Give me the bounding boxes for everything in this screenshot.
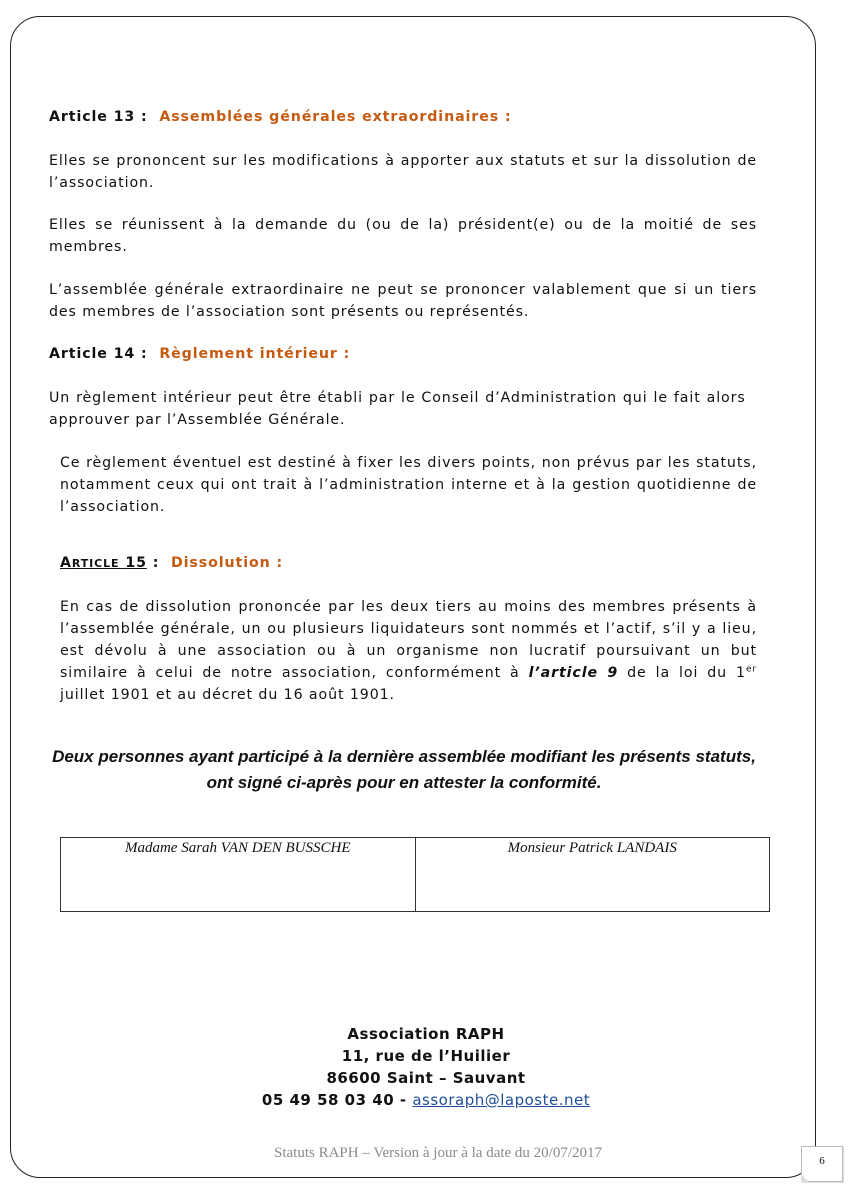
- contact-line: [0, 1089, 852, 1111]
- attestation-statement: Deux personnes ayant participé à la dernière assemblée modifiant les présents statuts, ont signé ci-après pour en attester la conformité.: [52, 747, 756, 792]
- article-15-paragraph-1: En cas de dissolution prononcée par les deux tiers au moins des membres présents à l’assemblée générale, un ou plusieurs liquidateurs sont nommés et l’actif, s’il y a lieu, est dévolu à une association ou à un organisme non lucratif poursuivant un but similaire à celui de notre association, conformément à l’article 9 de la loi du 1er juillet 1901 et au décret du 16 août 1901.: [60, 599, 757, 703]
- article-13-paragraph-1: Elles se prononcent sur les modifications à apporter aux statuts et sur la dissolution de l’association.: [49, 153, 757, 191]
- article-15-title: Dissolution :: [170, 555, 284, 571]
- article-15-heading: ARTICLE 15 : Dissolution :: [60, 555, 284, 571]
- article-13-paragraph-3: L’assemblée générale extraordinaire ne peut se prononcer valablement que si un tiers des membres de l’association sont présents ou représentés.: [49, 282, 757, 320]
- document-footer: Statuts RAPH – Version à jour à la date du 20/07/2017: [273, 1145, 603, 1161]
- page-number: 6: [819, 1155, 825, 1167]
- article-14-label: Article 14 :: [49, 346, 148, 362]
- article-15-label: ARTICLE 15: [60, 555, 147, 571]
- page-corner-fold: [801, 1174, 809, 1182]
- address-block: [0, 1023, 852, 1111]
- article-13-label: Article 13 :: [49, 109, 148, 125]
- signature-cell-1: Madame Sarah VAN DEN BUSSCHE: [61, 838, 416, 912]
- street-address: 11, rue de l’Huilier: [341, 1047, 511, 1065]
- signature-cell-2: Monsieur Patrick LANDAIS: [415, 838, 770, 912]
- article-14-heading: [49, 343, 757, 365]
- phone-number: 05 49 58 03 40 -: [261, 1091, 407, 1109]
- article-9-reference: l’article 9: [528, 665, 619, 681]
- association-name: Association RAPH: [347, 1025, 505, 1043]
- article-14-paragraph-1: Un règlement intérieur peut être établi par le Conseil d’Administration qui le fait alors approuver par l’Assemblée Générale.: [49, 390, 746, 428]
- article-14-paragraph-2: Ce règlement éventuel est destiné à fixer les divers points, non prévus par les statuts, notamment ceux qui ont trait à l’administration interne et à la gestion quotidienne de l’association.: [60, 455, 757, 515]
- email-link[interactable]: assoraph@laposte.net: [412, 1091, 591, 1109]
- article-13-heading: [49, 106, 757, 128]
- signature-table: [60, 837, 770, 912]
- page-number-box: [801, 1146, 843, 1182]
- city-postcode: 86600 Saint – Sauvant: [326, 1069, 526, 1087]
- article-13-paragraph-2: Elles se réunissent à la demande du (ou de la) président(e) ou de la moitié de ses membres.: [49, 217, 757, 255]
- article-14-title: Règlement intérieur :: [159, 346, 351, 362]
- article-13-title: Assemblées générales extraordinaires :: [159, 109, 512, 125]
